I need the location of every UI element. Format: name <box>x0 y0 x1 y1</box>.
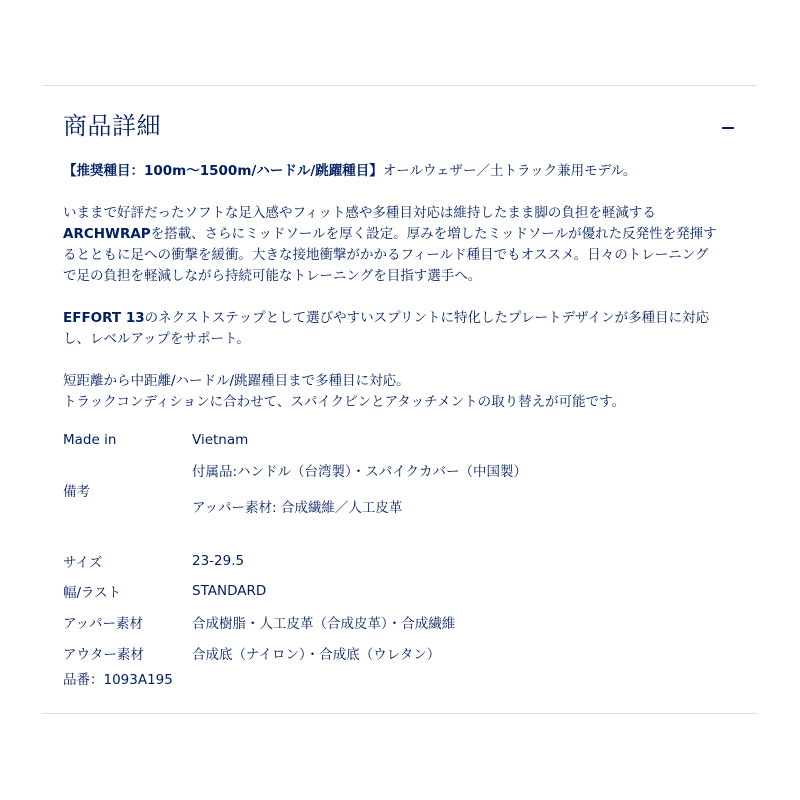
spec-row-upper <box>63 607 743 637</box>
paragraph-effort <box>63 308 743 350</box>
spec-value: Vietnam <box>192 431 249 448</box>
spec-value: 合成底（ナイロン）・合成底（ウレタン） <box>192 647 441 663</box>
minus-icon <box>722 127 734 129</box>
spec-row-size <box>63 547 743 575</box>
paragraph-archwrap <box>63 203 743 287</box>
spec-label: Made in <box>63 431 117 448</box>
lead-paragraph <box>63 161 743 182</box>
spec-label: サイズ <box>63 555 103 571</box>
text-line: るとともに足への衝撃を緩衝。大きな接地衝撃がかかるフィールド種目でもオススメ。日々のトレーニング <box>63 247 709 263</box>
spec-row-outer <box>63 637 743 669</box>
notes-line-accessories: 付属品:ハンドル（台湾製）・スパイクカバー（中国製） <box>192 464 528 480</box>
spec-value: 23-29.5 <box>192 553 245 569</box>
spacer-row <box>63 527 743 547</box>
section-title: 商品詳細 <box>63 112 161 140</box>
paragraph-events <box>63 371 743 413</box>
text-line: で足の負担を軽減しながら持続可能なトレーニングを目指す選手へ。 <box>63 268 482 284</box>
archwrap-bold: ARCHWRAP <box>63 226 151 242</box>
description <box>63 161 743 434</box>
section-header[interactable] <box>63 108 738 144</box>
spec-label: 幅/ラスト <box>63 585 122 601</box>
product-number: 品番：1093A195 <box>63 672 173 688</box>
collapse-button[interactable] <box>714 112 742 140</box>
notes-line-upper: アッパー素材: 合成繊維／人工皮革 <box>192 500 403 516</box>
product-details-section <box>42 85 757 714</box>
spec-row-notes <box>63 453 743 527</box>
text-line: を搭載、さらにミッドソールを厚く設定。厚みを増したミッドソールが優れた反発性を発揮す <box>150 226 717 242</box>
text-line: トラックコンディションに合わせて、スパイクピンとアタッチメントの取り替えが可能です。 <box>63 394 626 410</box>
spec-value: STANDARD <box>192 583 267 599</box>
spec-label: アッパー素材 <box>63 616 144 632</box>
text-line: し、レベルアップをサポート。 <box>63 331 250 347</box>
spec-row-made-in <box>63 426 743 453</box>
spec-value: 合成樹脂・人工皮革（合成皮革）・合成繊維 <box>192 616 456 632</box>
text-line: のネクストステップとして選びやすいスプリントに特化したプレートデザインが多種目に対応 <box>144 310 710 326</box>
spec-table <box>63 426 743 669</box>
spec-label: アウター素材 <box>63 647 144 663</box>
text-line: いままで好評だったソフトな足入感やフィット感や多種目対応は維持したまま脚の負担を軽減する <box>63 205 656 221</box>
effort-bold: EFFORT 13 <box>63 310 145 326</box>
text-line: 短距離から中距離/ハードル/跳躍種目まで多種目に対応。 <box>63 373 410 389</box>
lead-bold: 【推奨種目：100m〜1500m/ハードル/跳躍種目】 <box>63 163 383 179</box>
spec-row-width <box>63 575 743 607</box>
spec-value <box>192 453 743 527</box>
lead-rest: オールウェザー／土トラック兼用モデル。 <box>382 163 637 179</box>
spec-label: 備考 <box>63 484 90 500</box>
